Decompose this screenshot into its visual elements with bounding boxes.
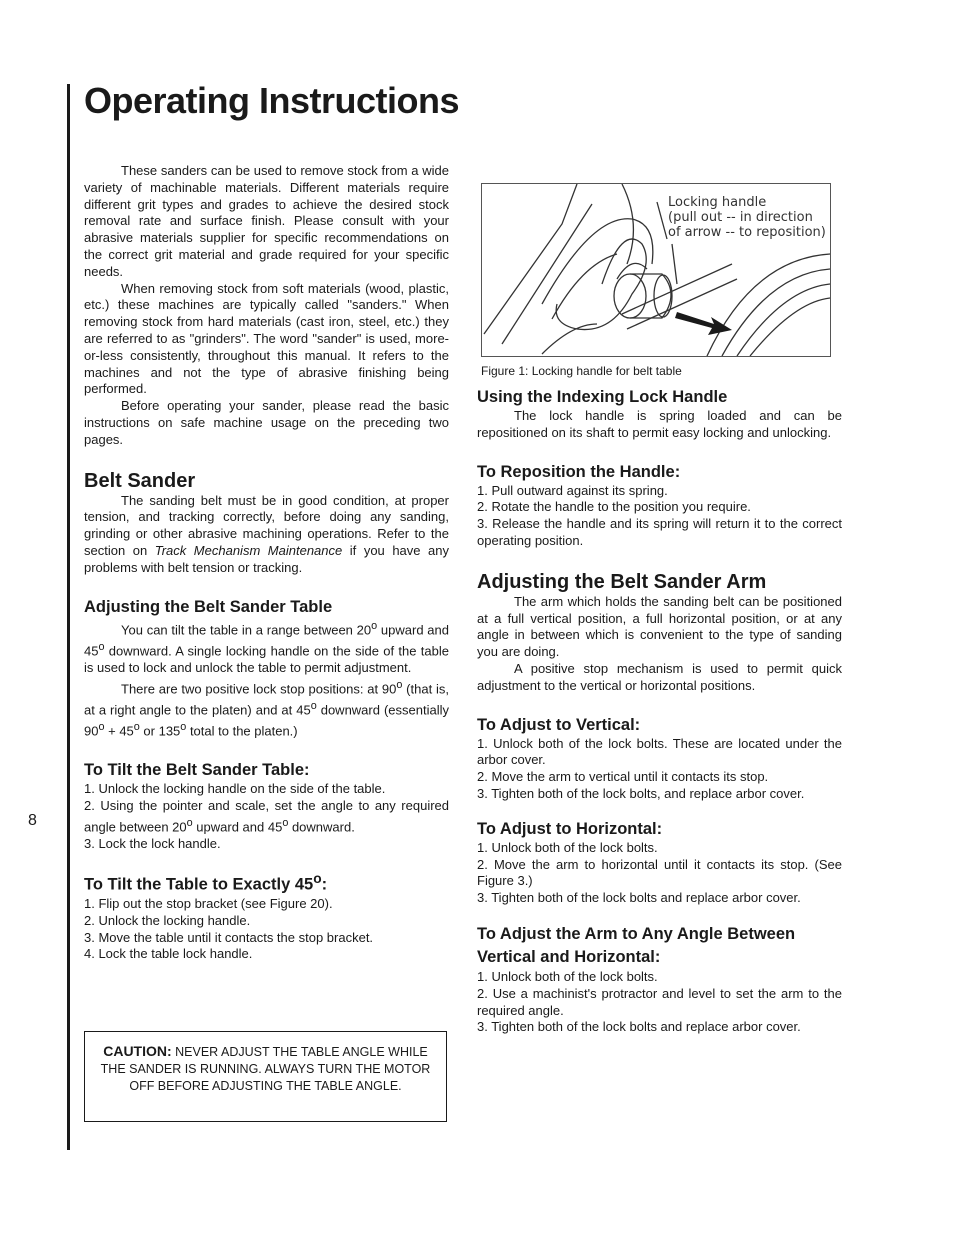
list-item: 1. Unlock both of the lock bolts. [477,968,658,984]
table-adjust-paragraph-1: You can tilt the table in a range between 20$^o$ upward and 45$^o$ downward. A single locking handle on the side of the table is used to lock and unlock the table to permit adjustment. [84,619,450,675]
table-adjust-paragraph-2: There are two positive lock stop positions: at 90$^o$ (that is, at a right angle to the platen) and at 45$^o$ downward (essentially $90^o + 45^o$ or 135$^o$ total to the platen.) [84,678,449,739]
vertical-heading: To Adjust to Vertical: [477,715,641,734]
table-adjust-heading: Adjusting the Belt Sander Table [84,597,333,616]
belt-sander-heading: Belt Sander [84,469,196,492]
list-item: 3. Tighten both of the lock bolts, and replace arbor cover. [477,785,805,801]
list-item: 2. Unlock the locking handle. [84,912,251,928]
arm-heading: Adjusting the Belt Sander Arm [477,570,767,593]
list-item: 1. Unlock the locking handle on the side of the table. [84,780,386,796]
list-item: 4. Lock the table lock handle. [84,946,253,962]
indexing-heading: Using the Indexing Lock Handle [477,388,728,406]
caution-box [84,1031,447,1122]
intro-paragraph-2: When removing stock from soft materials (wood, plastic, etc.) these machines are typically called "sanders." When removing stock from hard materials (cast iron, steel, etc.) they are referred to as "grinders". The word "sander" is used, more-or-less consistently, throughout this manual. It refers to the machines and not the type of abrasive finishing being performed. [84,280,449,397]
any-angle-steps [477,969,842,1036]
reposition-steps [477,483,842,550]
left-margin-rule [67,84,70,1150]
page-title: Operating Instructions [84,80,460,121]
list-item: 1. Pull outward against its spring. [477,482,668,498]
tilt-table-heading: To Tilt the Belt Sander Table: [84,760,310,779]
intro-paragraph-1: These sanders can be used to remove stock from a wide variety of machinable materials. Different materials require different grit types and grades to achieve the desired stock removal rate and surface finish. Please consult with your abrasive materials supplier for specific recommendations on the correct grit material and grade required for your specific needs. [84,163,449,279]
list-item: 3. Release the handle and its spring will return it to the correct operating position. [477,516,842,548]
list-item: 3. Move the table until it contacts the stop bracket. [84,929,374,945]
figure-locking-handle [481,183,831,357]
figure-caption: Figure 1: Locking handle for belt table [481,364,682,378]
indexing-paragraph: The lock handle is spring loaded and can be repositioned on its shaft to permit easy locking and unlocking. [477,408,842,440]
left-column [84,163,449,963]
list-item: 3. Lock the lock handle. [84,835,221,851]
caution-label: CAUTION: [103,1043,172,1059]
list-item: 1. Unlock both of the lock bolts. These are located under the arbor cover. [477,735,842,768]
locking-handle-illustration [482,184,830,356]
arm-paragraph-2: A positive stop mechanism is used to permit quick adjustment to the vertical or horizontal positions. [477,660,842,693]
arm-paragraph-1: The arm which holds the sanding belt can be positioned at a full vertical position, a full horizontal position, or at any angle in between which is convenient to the type of sanding you are doing. [477,593,842,660]
belt-sander-paragraph: The sanding belt must be in good condition, at proper tension, and tracking correctly, before doing any sanding, grinding or other abrasive machining operations. Refer to the section on Track Mechanism Maintenance if you have any problems with belt tension or tracking. [84,492,450,575]
pull-direction-arrow-icon [675,312,732,335]
horizontal-steps [477,840,842,907]
tilt-45-steps [84,896,449,963]
page-number: 8 [28,812,37,829]
tilt-table-steps [84,781,449,853]
figure-callout-line-2: (pull out -- in direction [668,210,813,225]
figure-callout-line-3: of arrow -- to reposition) [668,225,826,240]
figure-callout-line-1: Locking handle [668,195,767,210]
tilt-45-heading: To Tilt the Table to Exactly 45$^o$: [84,871,328,894]
any-angle-heading: To Adjust the Arm to Any Angle Between Vertical and Horizontal: [477,924,796,966]
reposition-heading: To Reposition the Handle: [477,462,681,481]
list-item: 2. Rotate the handle to the position you require. [477,499,751,515]
list-item: 1. Flip out the stop bracket (see Figure 20). [84,895,333,911]
list-item: 2. Move the arm to vertical until it contacts its stop. [477,769,769,785]
track-maintenance-ref: Track Mechanism Maintenance [154,542,343,558]
right-column [477,387,842,1036]
list-item: 2. Using the pointer and scale, set the angle to any required angle between 20$^o$ upward and 45$^o$ downward. [84,797,449,834]
vertical-steps [477,736,842,803]
list-item: 2. Use a machinist's protractor and level to set the arm to the required angle. [477,985,842,1018]
list-item: 3. Tighten both of the lock bolts and replace arbor cover. [477,1019,801,1035]
caution-text: NEVER ADJUST THE TABLE ANGLE WHILE THE SANDER IS RUNNING. ALWAYS TURN THE MOTOR OFF BEFORE ADJUSTING THE TABLE ANGLE. [100,1045,431,1093]
horizontal-heading: To Adjust to Horizontal: [477,819,663,838]
list-item: 1. Unlock both of the lock bolts. [477,839,658,855]
list-item: 3. Tighten both of the lock bolts and replace arbor cover. [477,890,801,906]
list-item: 2. Move the arm to horizontal until it contacts its stop. (See Figure 3.) [477,856,842,889]
intro-paragraph-3: Before operating your sander, please read the basic instructions on safe machine usage on the preceding two pages. [84,398,449,447]
